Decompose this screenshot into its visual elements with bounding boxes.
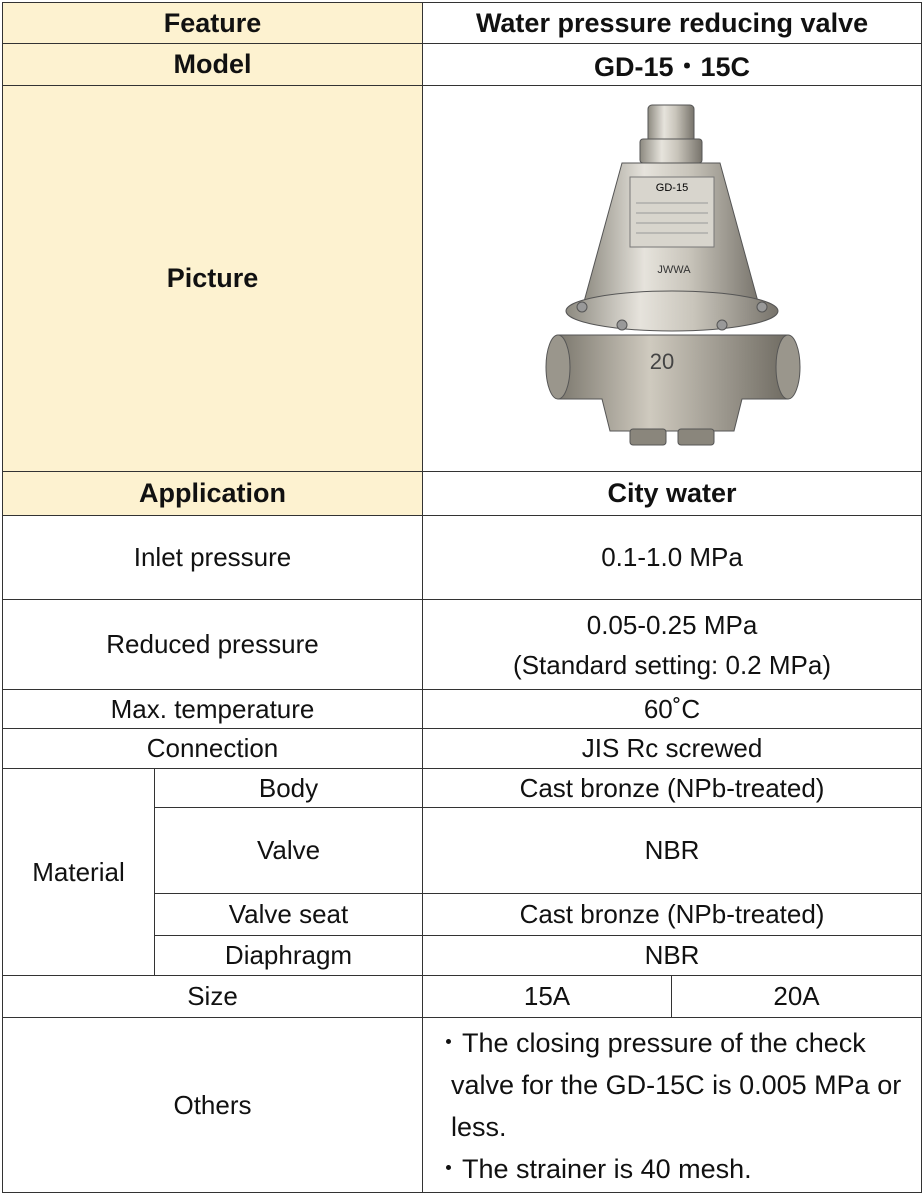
picture-cell xyxy=(423,86,922,472)
material-valve-label: Valve xyxy=(155,808,423,894)
reduced-pressure-standard: (Standard setting: 0.2 MPa) xyxy=(513,649,831,680)
row-reduced-pressure xyxy=(3,600,922,690)
material-body-label: Body xyxy=(155,769,423,808)
others-notes xyxy=(423,1018,922,1193)
reduced-pressure-label: Reduced pressure xyxy=(3,600,423,690)
material-diaphragm-label: Diaphragm xyxy=(155,936,423,976)
inlet-pressure-label: Inlet pressure xyxy=(3,516,423,600)
reduced-pressure-range: 0.05-0.25 MPa xyxy=(586,609,758,640)
material-body-value: Cast bronze (NPb-treated) xyxy=(423,769,922,808)
row-inlet-pressure xyxy=(3,516,922,600)
plate-title: GD-15 xyxy=(655,181,689,194)
application-value: City water xyxy=(423,472,922,516)
size-value-20a: 20A xyxy=(672,976,922,1018)
model-label: Model xyxy=(3,44,423,86)
others-label: Others xyxy=(3,1018,423,1193)
material-valve-value: NBR xyxy=(423,808,922,894)
connection-value: JIS Rc screwed xyxy=(423,729,922,769)
others-note-check-valve: ・The closing pressure of the check valve for the GD-15C is 0.005 MPa or less. xyxy=(435,1028,902,1142)
plate-logo: JWWA xyxy=(657,263,691,276)
body-mark: 20 xyxy=(649,348,675,374)
max-temperature-label: Max. temperature xyxy=(3,690,423,729)
feature-value: Water pressure reducing valve xyxy=(423,3,922,44)
reduced-pressure-value xyxy=(423,600,922,690)
size-value-15a: 15A xyxy=(423,976,672,1018)
spec-table xyxy=(2,2,922,1193)
material-valve-seat-label: Valve seat xyxy=(155,894,423,936)
picture-label: Picture xyxy=(3,86,423,472)
material-diaphragm-value: NBR xyxy=(423,936,922,976)
material-valve-seat-value: Cast bronze (NPb-treated) xyxy=(423,894,922,936)
max-temperature-value: 60˚C xyxy=(423,690,922,729)
row-material-body xyxy=(3,769,922,808)
row-connection xyxy=(3,729,922,769)
others-note-strainer: ・The strainer is 40 mesh. xyxy=(435,1154,752,1184)
model-value: GD-15・15C xyxy=(423,44,922,86)
row-model xyxy=(3,44,922,86)
feature-label: Feature xyxy=(3,3,423,44)
row-size xyxy=(3,976,922,1018)
inlet-pressure-value: 0.1-1.0 MPa xyxy=(423,516,922,600)
valve-picture xyxy=(512,99,832,459)
row-feature xyxy=(3,3,922,44)
application-label: Application xyxy=(3,472,423,516)
size-label: Size xyxy=(3,976,423,1018)
connection-label: Connection xyxy=(3,729,423,769)
row-others xyxy=(3,1018,922,1193)
row-application xyxy=(3,472,922,516)
row-picture xyxy=(3,86,922,472)
row-max-temperature xyxy=(3,690,922,729)
material-label: Material xyxy=(3,769,155,976)
